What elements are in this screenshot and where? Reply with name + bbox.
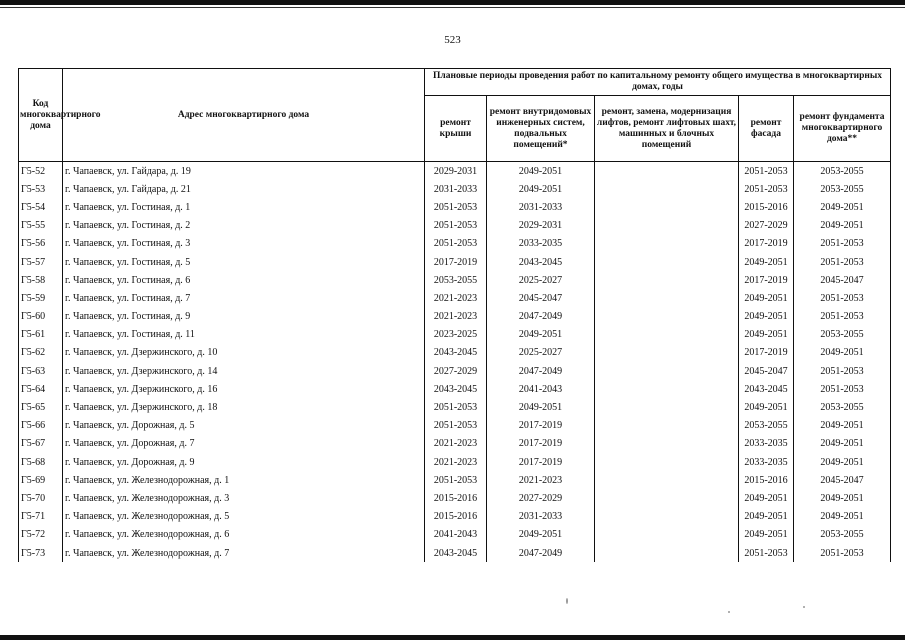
cell-address: г. Чапаевск, ул. Железнодорожная, д. 7 xyxy=(63,544,425,562)
table-row xyxy=(19,435,891,453)
cell-foundation: 2049-2051 xyxy=(794,217,891,235)
table-row xyxy=(19,344,891,362)
cell-address: г. Чапаевск, ул. Гостиная, д. 3 xyxy=(63,235,425,253)
cell-code: Г5-71 xyxy=(19,508,63,526)
top-border-line xyxy=(0,7,905,8)
cell-systems: 2017-2019 xyxy=(487,435,595,453)
cell-foundation: 2049-2051 xyxy=(794,508,891,526)
cell-roof: 2051-2053 xyxy=(425,217,487,235)
table-row xyxy=(19,489,891,507)
cell-foundation: 2053-2055 xyxy=(794,398,891,416)
scan-artifact xyxy=(566,598,568,604)
scan-artifact xyxy=(728,611,730,613)
cell-foundation: 2051-2053 xyxy=(794,362,891,380)
cell-facade: 2049-2051 xyxy=(739,508,794,526)
cell-facade: 2049-2051 xyxy=(739,289,794,307)
table-row xyxy=(19,362,891,380)
cell-code: Г5-55 xyxy=(19,217,63,235)
table-row xyxy=(19,308,891,326)
cell-facade: 2033-2035 xyxy=(739,453,794,471)
cell-roof: 2015-2016 xyxy=(425,489,487,507)
cell-elevators xyxy=(595,180,739,198)
cell-facade: 2051-2053 xyxy=(739,180,794,198)
cell-roof: 2051-2053 xyxy=(425,471,487,489)
cell-roof: 2031-2033 xyxy=(425,180,487,198)
cell-code: Г5-53 xyxy=(19,180,63,198)
cell-elevators xyxy=(595,508,739,526)
cell-systems: 2025-2027 xyxy=(487,344,595,362)
cell-address: г. Чапаевск, ул. Железнодорожная, д. 6 xyxy=(63,526,425,544)
bottom-border-bar xyxy=(0,635,905,640)
cell-facade: 2049-2051 xyxy=(739,489,794,507)
table-row xyxy=(19,253,891,271)
header-systems: ремонт внутридомовых инженерных систем, подвальных помещений* xyxy=(487,96,595,162)
cell-code: Г5-57 xyxy=(19,253,63,271)
cell-elevators xyxy=(595,453,739,471)
cell-systems: 2049-2051 xyxy=(487,526,595,544)
cell-elevators xyxy=(595,471,739,489)
cell-facade: 2015-2016 xyxy=(739,471,794,489)
cell-foundation: 2045-2047 xyxy=(794,471,891,489)
cell-elevators xyxy=(595,344,739,362)
cell-systems: 2021-2023 xyxy=(487,471,595,489)
table-row xyxy=(19,398,891,416)
cell-address: г. Чапаевск, ул. Гостиная, д. 1 xyxy=(63,198,425,216)
cell-elevators xyxy=(595,526,739,544)
cell-address: г. Чапаевск, ул. Гостиная, д. 5 xyxy=(63,253,425,271)
scan-artifact xyxy=(803,606,805,608)
cell-facade: 2033-2035 xyxy=(739,435,794,453)
cell-roof: 2043-2045 xyxy=(425,544,487,562)
cell-foundation: 2051-2053 xyxy=(794,380,891,398)
cell-address: г. Чапаевск, ул. Железнодорожная, д. 3 xyxy=(63,489,425,507)
cell-address: г. Чапаевск, ул. Дорожная, д. 7 xyxy=(63,435,425,453)
cell-code: Г5-58 xyxy=(19,271,63,289)
cell-facade: 2017-2019 xyxy=(739,344,794,362)
cell-code: Г5-54 xyxy=(19,198,63,216)
cell-address: г. Чапаевск, ул. Гостиная, д. 2 xyxy=(63,217,425,235)
page-number: 523 xyxy=(444,34,461,46)
cell-elevators xyxy=(595,362,739,380)
table-row xyxy=(19,217,891,235)
cell-foundation: 2053-2055 xyxy=(794,526,891,544)
header-group: Плановые периоды проведения работ по капитальному ремонту общего имущества в многоквартирных домах, годы xyxy=(425,69,891,96)
cell-roof: 2029-2031 xyxy=(425,162,487,181)
cell-systems: 2049-2051 xyxy=(487,180,595,198)
table-row xyxy=(19,235,891,253)
cell-code: Г5-72 xyxy=(19,526,63,544)
cell-elevators xyxy=(595,489,739,507)
table-row xyxy=(19,471,891,489)
table-body xyxy=(19,162,891,563)
cell-code: Г5-56 xyxy=(19,235,63,253)
cell-systems: 2047-2049 xyxy=(487,544,595,562)
cell-roof: 2051-2053 xyxy=(425,198,487,216)
cell-facade: 2049-2051 xyxy=(739,398,794,416)
cell-code: Г5-70 xyxy=(19,489,63,507)
cell-elevators xyxy=(595,398,739,416)
table-row xyxy=(19,453,891,471)
cell-elevators xyxy=(595,417,739,435)
cell-facade: 2043-2045 xyxy=(739,380,794,398)
cell-elevators xyxy=(595,253,739,271)
cell-systems: 2031-2033 xyxy=(487,508,595,526)
table-row xyxy=(19,508,891,526)
cell-roof: 2021-2023 xyxy=(425,435,487,453)
cell-elevators xyxy=(595,544,739,562)
header-code: Код многоквартирного дома xyxy=(19,69,63,162)
cell-facade: 2051-2053 xyxy=(739,544,794,562)
cell-systems: 2029-2031 xyxy=(487,217,595,235)
cell-address: г. Чапаевск, ул. Гостиная, д. 6 xyxy=(63,271,425,289)
cell-foundation: 2051-2053 xyxy=(794,289,891,307)
cell-systems: 2017-2019 xyxy=(487,417,595,435)
cell-code: Г5-67 xyxy=(19,435,63,453)
cell-code: Г5-64 xyxy=(19,380,63,398)
cell-code: Г5-66 xyxy=(19,417,63,435)
cell-systems: 2031-2033 xyxy=(487,198,595,216)
cell-elevators xyxy=(595,235,739,253)
cell-systems: 2049-2051 xyxy=(487,162,595,181)
cell-systems: 2025-2027 xyxy=(487,271,595,289)
cell-foundation: 2049-2051 xyxy=(794,489,891,507)
cell-roof: 2015-2016 xyxy=(425,508,487,526)
cell-roof: 2043-2045 xyxy=(425,344,487,362)
cell-code: Г5-63 xyxy=(19,362,63,380)
capital-repair-table xyxy=(18,68,891,562)
cell-roof: 2017-2019 xyxy=(425,253,487,271)
cell-address: г. Чапаевск, ул. Железнодорожная, д. 1 xyxy=(63,471,425,489)
cell-address: г. Чапаевск, ул. Гостиная, д. 7 xyxy=(63,289,425,307)
cell-systems: 2041-2043 xyxy=(487,380,595,398)
cell-code: Г5-60 xyxy=(19,308,63,326)
cell-roof: 2021-2023 xyxy=(425,453,487,471)
cell-elevators xyxy=(595,435,739,453)
table-row xyxy=(19,162,891,181)
cell-foundation: 2049-2051 xyxy=(794,198,891,216)
cell-roof: 2051-2053 xyxy=(425,417,487,435)
cell-facade: 2049-2051 xyxy=(739,326,794,344)
cell-facade: 2017-2019 xyxy=(739,271,794,289)
cell-address: г. Чапаевск, ул. Гостиная, д. 9 xyxy=(63,308,425,326)
cell-address: г. Чапаевск, ул. Дзержинского, д. 16 xyxy=(63,380,425,398)
table-row xyxy=(19,417,891,435)
cell-facade: 2053-2055 xyxy=(739,417,794,435)
cell-facade: 2049-2051 xyxy=(739,526,794,544)
cell-address: г. Чапаевск, ул. Дзержинского, д. 14 xyxy=(63,362,425,380)
cell-facade: 2045-2047 xyxy=(739,362,794,380)
table-row xyxy=(19,326,891,344)
cell-foundation: 2049-2051 xyxy=(794,435,891,453)
cell-roof: 2021-2023 xyxy=(425,308,487,326)
cell-roof: 2021-2023 xyxy=(425,289,487,307)
cell-foundation: 2049-2051 xyxy=(794,344,891,362)
cell-code: Г5-62 xyxy=(19,344,63,362)
cell-address: г. Чапаевск, ул. Гайдара, д. 21 xyxy=(63,180,425,198)
cell-code: Г5-73 xyxy=(19,544,63,562)
cell-systems: 2049-2051 xyxy=(487,398,595,416)
cell-systems: 2027-2029 xyxy=(487,489,595,507)
cell-code: Г5-61 xyxy=(19,326,63,344)
table-row xyxy=(19,380,891,398)
cell-systems: 2017-2019 xyxy=(487,453,595,471)
cell-systems: 2049-2051 xyxy=(487,326,595,344)
cell-elevators xyxy=(595,308,739,326)
cell-foundation: 2051-2053 xyxy=(794,253,891,271)
top-border-bar xyxy=(0,0,905,5)
cell-code: Г5-52 xyxy=(19,162,63,181)
cell-address: г. Чапаевск, ул. Дорожная, д. 5 xyxy=(63,417,425,435)
table-row xyxy=(19,544,891,562)
cell-roof: 2053-2055 xyxy=(425,271,487,289)
cell-code: Г5-59 xyxy=(19,289,63,307)
cell-elevators xyxy=(595,326,739,344)
cell-address: г. Чапаевск, ул. Железнодорожная, д. 5 xyxy=(63,508,425,526)
header-foundation: ремонт фундамента многоквартирного дома** xyxy=(794,96,891,162)
header-elevators: ремонт, замена, модернизация лифтов, ремонт лифтовых шахт, машинных и блочных помещений xyxy=(595,96,739,162)
cell-foundation: 2049-2051 xyxy=(794,453,891,471)
cell-address: г. Чапаевск, ул. Дзержинского, д. 10 xyxy=(63,344,425,362)
header-address: Адрес многоквартирного дома xyxy=(63,69,425,162)
cell-systems: 2045-2047 xyxy=(487,289,595,307)
cell-systems: 2047-2049 xyxy=(487,362,595,380)
cell-foundation: 2045-2047 xyxy=(794,271,891,289)
table-row xyxy=(19,526,891,544)
cell-code: Г5-68 xyxy=(19,453,63,471)
cell-code: Г5-69 xyxy=(19,471,63,489)
cell-foundation: 2053-2055 xyxy=(794,326,891,344)
cell-facade: 2027-2029 xyxy=(739,217,794,235)
cell-foundation: 2051-2053 xyxy=(794,544,891,562)
cell-facade: 2017-2019 xyxy=(739,235,794,253)
cell-foundation: 2049-2051 xyxy=(794,417,891,435)
cell-elevators xyxy=(595,271,739,289)
cell-systems: 2047-2049 xyxy=(487,308,595,326)
cell-facade: 2049-2051 xyxy=(739,253,794,271)
table-row xyxy=(19,198,891,216)
cell-elevators xyxy=(595,198,739,216)
cell-facade: 2049-2051 xyxy=(739,308,794,326)
cell-facade: 2015-2016 xyxy=(739,198,794,216)
cell-systems: 2043-2045 xyxy=(487,253,595,271)
table-row xyxy=(19,271,891,289)
cell-roof: 2043-2045 xyxy=(425,380,487,398)
cell-systems: 2033-2035 xyxy=(487,235,595,253)
table-row xyxy=(19,180,891,198)
cell-roof: 2051-2053 xyxy=(425,235,487,253)
cell-roof: 2051-2053 xyxy=(425,398,487,416)
cell-foundation: 2051-2053 xyxy=(794,308,891,326)
cell-roof: 2041-2043 xyxy=(425,526,487,544)
cell-code: Г5-65 xyxy=(19,398,63,416)
cell-elevators xyxy=(595,217,739,235)
cell-elevators xyxy=(595,289,739,307)
cell-roof: 2023-2025 xyxy=(425,326,487,344)
cell-address: г. Чапаевск, ул. Дзержинского, д. 18 xyxy=(63,398,425,416)
cell-address: г. Чапаевск, ул. Дорожная, д. 9 xyxy=(63,453,425,471)
cell-address: г. Чапаевск, ул. Гайдара, д. 19 xyxy=(63,162,425,181)
cell-foundation: 2053-2055 xyxy=(794,180,891,198)
header-facade: ремонт фасада xyxy=(739,96,794,162)
header-roof: ремонт крыши xyxy=(425,96,487,162)
cell-facade: 2051-2053 xyxy=(739,162,794,181)
cell-elevators xyxy=(595,162,739,181)
cell-foundation: 2053-2055 xyxy=(794,162,891,181)
table-row xyxy=(19,289,891,307)
cell-address: г. Чапаевск, ул. Гостиная, д. 11 xyxy=(63,326,425,344)
cell-roof: 2027-2029 xyxy=(425,362,487,380)
cell-elevators xyxy=(595,380,739,398)
cell-foundation: 2051-2053 xyxy=(794,235,891,253)
